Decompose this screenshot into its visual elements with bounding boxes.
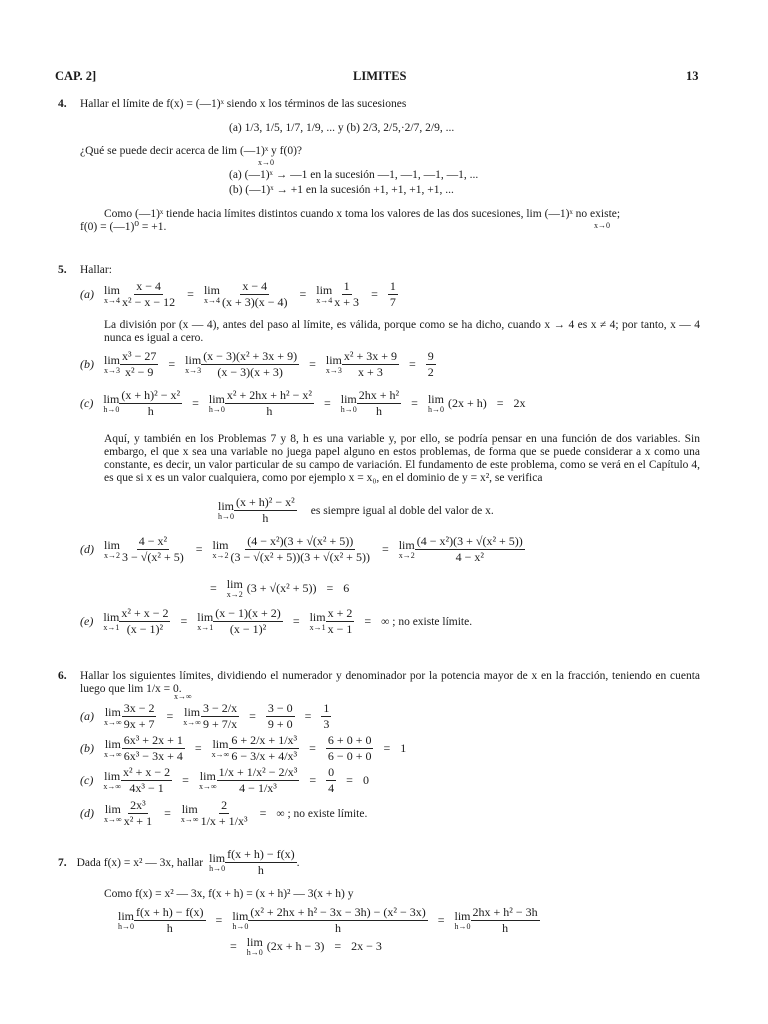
- problem-4-statement: Hallar el límite de f(x) = (—1)ˣ siendo x los términos de las sucesiones: [80, 98, 407, 110]
- fraction: $\frac{3 - 2/x}{9 + 7/x}$: [202, 701, 238, 732]
- item-label: (d): [80, 806, 94, 821]
- problem-7-statement-row: 7. Dada f(x) = x² — 3x, hallar lim h→0 $\frac{f(x + h) - f(x)}{h}$ .: [58, 847, 300, 878]
- fraction: $\frac{3x - 2}{9x + 7}$: [123, 701, 155, 732]
- item-label: (c): [80, 773, 94, 788]
- expression: (2x + h): [447, 396, 487, 411]
- fraction: $\frac{\text{6 + 2/x + 1/x³}}{\text{6 − 3/x + 4/x³}}$: [231, 733, 298, 764]
- fraction: $\frac{2}{\text{1/x + 1/x³}}$: [200, 798, 248, 829]
- fraction: $\frac{\text{(4 − x²)(3 + √(x² + 5))}}{\text{(3 − √(x² + 5))(3 + √(x² + 5))}}$: [230, 534, 370, 565]
- page-number: 13: [686, 69, 699, 83]
- problem-7-result-row: = lim h→0 (2x + h − 3) = 2x − 3: [230, 935, 382, 957]
- fraction: $\frac{\text{x² + x − 2}}{\text{4x³ − 1}}$: [123, 765, 171, 796]
- limit-operator: lim x→∞: [104, 802, 122, 825]
- limit-operator: lim x→∞: [104, 737, 122, 760]
- item-label: (a): [80, 709, 94, 724]
- limit-operator: lim h→0: [340, 392, 357, 415]
- limit-operator: lim x→1: [309, 610, 326, 633]
- fraction: $\frac{f(x + h) - f(x)}{h}$: [136, 905, 204, 936]
- problem-5c-limit-statement: [218, 496, 494, 525]
- fraction: $\frac{\text{2hx + h²}}{h}$: [358, 388, 400, 419]
- limit-operator: lim x→∞: [198, 769, 217, 792]
- problem-6-number: 6.: [58, 670, 67, 682]
- fraction: $\frac{\text{6x³ + 2x + 1}}{\text{6x³ − 3x + 4}}$: [123, 733, 183, 764]
- fraction: $\frac{\text{x³ − 27}}{\text{x² − 9}}$: [122, 349, 157, 380]
- page-title: LIMITES: [353, 69, 407, 83]
- fraction: $\frac{0}{4}$: [328, 765, 335, 796]
- result-fraction: $\frac{1}{3}$: [323, 701, 330, 732]
- chapter-label: CAP. 2]: [55, 69, 97, 83]
- fraction: $\frac{\text{(x + h)² − x²}}{h}$: [121, 388, 181, 419]
- limit-operator: lim x→2: [226, 577, 243, 599]
- fraction: $\frac{\text{(x² + 2hx + h² − 3x − 3h) − (x² − 3x)}}{h}$: [250, 905, 426, 936]
- problem-6c-row: (c) lim x→∞ $\frac{\text{x² + x − 2}}{\text{4x³ − 1}}$ = lim x→∞ $\frac{\text{1/x + 1/x² − 2/x³}}{\text{4 − 1/x³}}$ = $\frac{0}{4}$ = 0: [80, 765, 369, 796]
- result: 2x: [513, 396, 526, 411]
- problem-4-question-sub: x→0: [258, 158, 274, 167]
- limit-operator: lim x→1: [103, 610, 120, 633]
- item-label: (b): [80, 741, 94, 756]
- result-fraction: $\frac{1}{7}$: [389, 279, 396, 310]
- limit-operator: lim h→0: [427, 392, 444, 415]
- limit-operator: lim x→1: [197, 610, 214, 633]
- expression: (3 + √(x² + 5)): [246, 581, 317, 595]
- fraction: $\frac{(x - 1)(x + 2)}{\text{(x − 1)²}}$: [215, 606, 281, 637]
- result: ∞ ; no existe límite.: [381, 615, 473, 628]
- problem-4-number: 4.: [58, 98, 67, 110]
- problem-4-a: (a) (—1)ˣ → —1 en la sucesión —1, —1, —1, —1, ...: [229, 169, 479, 181]
- limit-operator: lim x→∞: [183, 705, 201, 728]
- item-label: (a): [80, 287, 94, 302]
- limit-operator: lim x→2: [212, 538, 229, 561]
- result: ∞ ; no existe límite.: [276, 807, 368, 820]
- limit-operator: lim h→0: [218, 499, 235, 522]
- fraction: $\frac{1}{x + 3}$: [334, 279, 360, 310]
- limit-operator: lim h→0: [454, 909, 471, 932]
- fraction: $\frac{\text{x² + 2hx + h² − x²}}{h}$: [226, 388, 312, 419]
- problem-5d-row: (d) lim x→2 $\frac{\text{4 − x²}}{\text{3 − √(x² + 5)}}$ = lim x→2 $\frac{\text{(4 − x²)(3 + √(x² + 5))}}{\text{(3 − √(x² + 5))(3 + √(x² + 5))}}$ = lim x→2 $\frac{\text{(4 − x²)(3 + √(x² + 5))}}{\text{4 − x²}}$: [80, 534, 523, 565]
- fraction: $\frac{f(x + h) - f(x)}{h}$: [227, 847, 295, 878]
- fraction: $\frac{\text{(x − 3)(x² + 3x + 9)}}{(x - 3)(x + 3)}$: [203, 349, 298, 380]
- fraction: $\frac{\text{(x + h)² − x²}}{h}$: [236, 495, 295, 526]
- result: 2x − 3: [351, 939, 382, 953]
- fraction: $\frac{x - 4}{(x + 3)(x - 4)}$: [221, 279, 288, 310]
- item-label: (c): [80, 396, 94, 411]
- fraction: $\frac{\text{(4 − x²)(3 + √(x² + 5))}}{\text{4 − x²}}$: [416, 534, 523, 565]
- limit-operator: lim h→0: [118, 909, 135, 932]
- fraction: $\frac{x - 4}{\text{x² − x − 12}}$: [122, 279, 176, 310]
- limit-operator: lim x→∞: [180, 802, 199, 825]
- problem-7-number: 7.: [58, 856, 67, 869]
- limit-operator: lim x→3: [325, 353, 342, 376]
- problem-6a-row: (a) lim x→∞ $\frac{3x - 2}{9x + 7}$ = lim x→∞ $\frac{3 - 2/x}{9 + 7/x}$ = $\frac{3 - 0}{9 + 0}$ = $\frac{1}{3}$: [80, 701, 330, 732]
- problem-5-number: 5.: [58, 264, 67, 276]
- problem-5a-note: La división por (x — 4), antes del paso al límite, es válida, porque como se ha dicho, cuando x → 4 es x ≠ 4; por tanto, x — 4 nunca es igual a cero.: [104, 319, 700, 344]
- limit-operator: lim x→3: [104, 353, 121, 376]
- fraction: $\frac{x + 2}{x - 1}$: [327, 606, 353, 637]
- problem-4-sequences: (a) 1/3, 1/5, 1/7, 1/9, ... y (b) 2/3, 2/5,·2/7, 2/9, ...: [229, 122, 455, 134]
- limit-operator: lim x→2: [104, 538, 121, 561]
- limit-operator: lim x→4: [104, 283, 121, 306]
- problem-5b-row: (b) lim x→3 $\frac{\text{x³ − 27}}{\text{x² − 9}}$ = lim x→3 $\frac{\text{(x − 3)(x² + 3x + 9)}}{(x - 3)(x + 3)}$ = lim x→3 $\frac{\text{x² + 3x + 9}}{x + 3}$ = $\frac{9}{2}$: [80, 349, 434, 380]
- fraction: $\frac{\text{x² + x − 2}}{\text{(x − 1)²}}$: [121, 606, 169, 637]
- problem-4-conclusion: Como (—1)ˣ tiende hacia límites distintos cuando x toma los valores de las dos sucesiones, lim (—1)ˣ no existe;: [104, 208, 621, 220]
- problem-5a-row: (a) lim x→4 $\frac{x - 4}{\text{x² − x − 12}}$ = lim x→4 $\frac{x - 4}{(x + 3)(x - 4)}$ = lim x→4 $\frac{1}{x + 3}$ = $\frac{1}{7}$: [80, 279, 396, 310]
- limit-operator: lim h→0: [103, 392, 120, 415]
- expression: (2x + h − 3): [266, 939, 325, 953]
- fraction: $\frac{3 - 0}{9 + 0}$: [267, 701, 293, 732]
- problem-7-derivation-row: lim h→0 $\frac{f(x + h) - f(x)}{h}$ = lim h→0 $\frac{\text{(x² + 2hx + h² − 3x − 3h) − (x² − 3x)}}{h}$ = lim h→0 $\frac{\text{2hx + h² − 3h}}{h}$: [118, 905, 538, 936]
- limit-operator: lim x→4: [203, 283, 220, 306]
- limit-statement-text: es siempre igual al doble del valor de x.: [310, 504, 494, 517]
- fraction: $\frac{\text{4 − x²}}{\text{3 − √(x² + 5)}}$: [122, 534, 184, 565]
- fraction: $\frac{\text{1/x + 1/x² − 2/x³}}{\text{4 − 1/x³}}$: [218, 765, 298, 796]
- problem-5c-row: (c) lim h→0 $\frac{\text{(x + h)² − x²}}{h}$ = lim h→0 $\frac{\text{x² + 2hx + h² − x²}}{h}$ = lim h→0 $\frac{\text{2hx + h²}}{h}$ = lim h→0 (2x + h) = 2x: [80, 388, 526, 419]
- item-label: (d): [80, 542, 94, 557]
- problem-6-statement: Hallar los siguientes límites, dividiendo el numerador y denominador por la potencia mayor de x en la fracción, teniendo en cuenta luego que lim 1/x = 0.: [80, 670, 700, 695]
- limit-operator: lim x→3: [185, 353, 202, 376]
- problem-6-statement-sub: x→∞: [174, 692, 192, 701]
- problem-6d-row: (d) lim x→∞ $\frac{\text{2x³}}{\text{x² + 1}}$ = lim x→∞ $\frac{2}{\text{1/x + 1/x³}}$ = ∞ ; no existe límite.: [80, 798, 368, 829]
- limit-operator: lim h→0: [232, 909, 249, 932]
- problem-4-question: ¿Qué se puede decir acerca de lim (—1)ˣ y f(0)?: [80, 145, 303, 157]
- limit-operator: lim h→0: [246, 935, 263, 957]
- problem-5e-row: (e) lim x→1 $\frac{\text{x² + x − 2}}{\text{(x − 1)²}}$ = lim x→1 $\frac{(x - 1)(x + 2)}{\text{(x − 1)²}}$ = lim x→1 $\frac{x + 2}{x - 1}$ = ∞ ; no existe límite.: [80, 606, 473, 637]
- problem-7-line-2: Como f(x) = x² — 3x, f(x + h) = (x + h)² — 3(x + h) y: [104, 888, 354, 900]
- result: 1: [400, 741, 407, 756]
- limit-operator: lim h→0: [208, 392, 225, 415]
- fraction: $\frac{6 + 0 + 0}{6 - 0 + 0}$: [327, 733, 372, 764]
- limit-operator: lim x→4: [316, 283, 333, 306]
- result-fraction: $\frac{9}{2}$: [427, 349, 434, 380]
- problem-4-b: (b) (—1)ˣ → +1 en la sucesión +1, +1, +1, +1, ...: [229, 184, 454, 196]
- fraction: $\frac{\text{2hx + h² − 3h}}{h}$: [472, 905, 538, 936]
- limit-operator: lim x→∞: [103, 769, 122, 792]
- limit-operator: lim x→2: [398, 538, 415, 561]
- result: 0: [362, 773, 369, 788]
- problem-4-conclusion-sub: x→0: [594, 221, 610, 230]
- problem-5c-note: Aquí, y también en los Problemas 7 y 8, h es una variable y, por ello, se podría pensar en una función de dos variables. Sin embargo, el que x sea una variable no juega papel alguno en estos problemas, de forma que se puede considerar a x como una constante, es decir, un valor particular de su campo de variación. El fundamento de este problema, como se verá en el Capítulo 4, es que si x es un valor cualquiera, como por ejemplo x = x₀, en el dominio de y = x², se verifica: [104, 433, 700, 484]
- problem-6b-row: (b) lim x→∞ $\frac{\text{6x³ + 2x + 1}}{\text{6x³ − 3x + 4}}$ = lim x→∞ $\frac{\text{6 + 2/x + 1/x³}}{\text{6 − 3/x + 4/x³}}$ = $\frac{6 + 0 + 0}{6 - 0 + 0}$ = 1: [80, 733, 407, 764]
- fraction: $\frac{\text{x² + 3x + 9}}{x + 3}$: [343, 349, 398, 380]
- limit-operator: lim h→0: [209, 851, 226, 874]
- item-label: (e): [80, 614, 94, 629]
- fraction: $\frac{\text{2x³}}{\text{x² + 1}}$: [123, 798, 153, 829]
- limit-operator: lim x→∞: [104, 705, 122, 728]
- problem-7-statement: Dada f(x) = x² — 3x, hallar: [76, 856, 204, 869]
- problem-4-conclusion-2: f(0) = (—1)⁰ = +1.: [80, 221, 167, 233]
- limit-operator: lim x→∞: [211, 737, 230, 760]
- result: 6: [343, 581, 350, 595]
- item-label: (b): [80, 357, 94, 372]
- problem-5d-row-2: = lim x→2 (3 + √(x² + 5)) = 6: [210, 577, 350, 599]
- problem-5-title: Hallar:: [80, 264, 112, 276]
